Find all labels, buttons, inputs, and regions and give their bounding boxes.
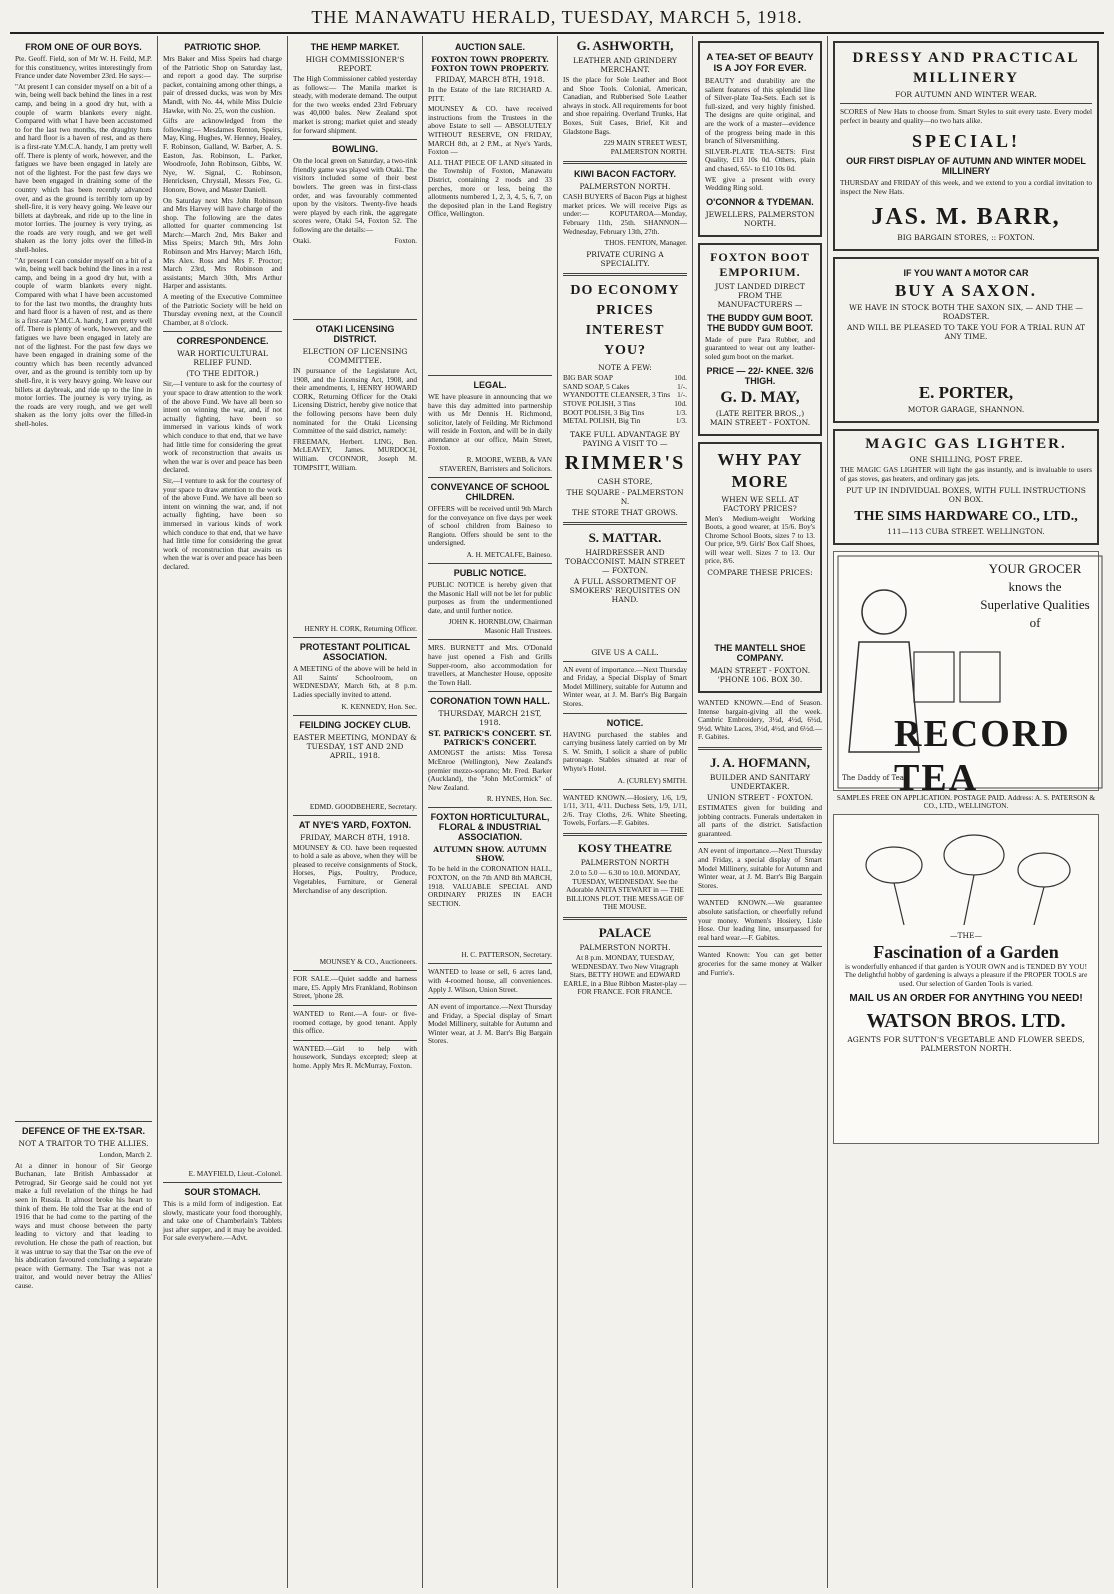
notice-signature: R. MOORE, WEBB, & VAN STAVEREN, Barristers and Solicitors. (439, 455, 552, 474)
garden-title: Fascination of a Garden (873, 941, 1059, 962)
garden-cta: MAIL US AN ORDER FOR ANYTHING YOU NEED! (849, 992, 1083, 1004)
subheadline: FRIDAY, MARCH 8TH, 1918. (300, 832, 410, 842)
advert-text: IS the place for Sole Leather and Boot and Shoe Tools. Colonial, American, Canadian, and Rubberised Sole Leather always in stock. All requirements for boot and shoe repairing. Overland Trunks, Hat Boxes, Suit Cases, Brief, Kit and Gladstone Bags. (563, 75, 687, 136)
classified-ad: WANTED to lease or sell, 6 acres land, with 4-roomed house, all conveniences. Apply J. Wilson, Union Street. (428, 967, 552, 994)
price-item-value: 1/3. (675, 407, 687, 417)
headline-public-notice: PUBLIC NOTICE. (453, 568, 527, 579)
score-header: Otaki. Foxton. (293, 235, 417, 245)
advert-text: BEAUTY and durability are the salient features of this splendid line of Silver-plate Tea-Sets. Each set is full-sized, and very highly finished. The designs are quite original, and are the work of a master—evidence of the progress being made in this branch of Silversmithing. (705, 76, 815, 146)
flower-icon (944, 835, 1004, 875)
notice-signature: H. C. PATTERSON, Secretary. (461, 950, 552, 960)
subheadline: FRIDAY, MARCH 8TH, 1918. (435, 75, 545, 84)
subheadline: TAKE FULL ADVANTAGE BY PAYING A VISIT TO — (570, 429, 680, 448)
tea-set-title: A TEA-SET OF BEAUTY IS A JOY FOR EVER. (706, 52, 814, 74)
article-text: At a dinner in honour of Sir George Buchanan, late British Ambassador at Petrograd, Sir George said he could not yet make a full revelation of the things he had seen in Russia. It almost broke his heart to think of them. He told the Tsar at the end of 1916 that he had come to the parting of the ways and must choose between the party leading to victory and that leading to revolution. He chose the path of reaction, but it was untrue to say that the Tsar on the eve of his abdication favoured concluding a separate peace with Germany. The Tsar was not a traitor, and would never betray the Allies' cause. (15, 1160, 152, 1290)
masthead-rule (10, 32, 1104, 34)
flower-illustration (834, 815, 1104, 925)
subheadline: PRIVATE CURING A SPECIALITY. (586, 250, 664, 269)
headline-protestant-association: PROTESTANT POLITICAL ASSOCIATION. (299, 642, 411, 663)
price-item-name: STOVE POLISH, 3 Tins (563, 398, 636, 408)
garden-pre-title: —THE— (949, 930, 983, 940)
theatre-programme: At 8 p.m. MONDAY, TUESDAY, WEDNESDAY. Two New Vitagraph Stars, BETTY HOWE and EDWARD EARLE, in a Blue Ribbon Master-play — FOR FRANCE. FOR FRANCE. (563, 952, 687, 997)
letter-text: Sir,—I venture to ask for the courtesy of your space to draw attention to the work of the above Fund. We have all been so intent on winning the war, and, if not actually fighting, have been so immersed in various kinds of work which conduce to that end, that we have had little time for considering the great work of reconstruction that awaits us when the war is over and peace has been declared. (163, 379, 282, 475)
headline-notice: NOTICE. (606, 717, 644, 728)
notice-text: In the Estate of the late RICHARD A. PITT. (428, 85, 552, 103)
column-5 (558, 36, 693, 1588)
gum-boot-price: PRICE — 22/- KNEE. 32/6 THIGH. (706, 365, 814, 386)
flower-icon (866, 847, 922, 883)
subheadline: PALMERSTON NORTH. (579, 942, 671, 952)
classified-ad: FOR SALE.—Quiet saddle and harness mare, £5. Apply Mrs Frankland, Robinson Street, 'phone 28. (293, 974, 417, 1001)
notice-text: HAVING purchased the stables and carrying business lately carried on by Mr S. W. Smith, I solicit a share of public patronage. Stables situated at rear of Whyte's Hotel. (563, 729, 687, 774)
headline-auction-sale: AUCTION SALE. (454, 42, 525, 52)
subheadline: WE HAVE IN STOCK BOTH THE SAXON SIX, — AND THE — ROADSTER. (849, 303, 1083, 322)
headline-sour-stomach: SOUR STOMACH. (184, 1186, 261, 1197)
notice-text: PUBLIC NOTICE is hereby given that the Masonic Hall will not be let for public purposes as from the undermentioned date, and until further notice. (428, 580, 552, 615)
headline-from-our-boys: FROM ONE OF OUR BOYS. (25, 42, 142, 52)
subheadline: THE SQUARE - PALMERSTON N. (566, 487, 684, 506)
advert-address: 229 MAIN STREET WEST, PALMERSTON NORTH. (603, 138, 687, 157)
price-item-name: BIG BAR SOAP (563, 373, 613, 383)
advert-text: This is a mild form of indigestion. Eat slowly, masticate your food thoroughly, and take one of Chamberlain's Tablets just after supper, and it may be avoided. For sale everywhere.—Advt. (163, 1198, 282, 1243)
notice-text: ALL THAT PIECE OF LAND situated in the Township of Foxton, Manawatu District, containing 2 roods and 33 perches, more or less, being the allotments numbered 1, 2, 3, 4, 5, 6, 7, on the deposited plan in the Land Registry Office, Wellington. (428, 157, 552, 219)
subheadline: MAIN STREET - FOXTON. 'PHONE 106. BOX 30. (709, 666, 811, 685)
watson-bros-title: WATSON BROS. LTD. (866, 1009, 1066, 1032)
advert-text: Men's Medium-weight Working Boots, a good wearer, at 15/6. Boy's Chrome School Boots, sizes 7 to 13. Our price, 9/9. Girls' Box Calf Shoes, will wear well. Sizes 7 to 13. Our price, 8/6. (705, 513, 815, 566)
newspaper-columns (10, 36, 1104, 1588)
garden-advert (833, 814, 1099, 1144)
subheadline: JUST LANDED DIRECT FROM THE MANUFACTURERS — (715, 281, 805, 309)
palace-title: PALACE (598, 924, 652, 940)
subheadline: HIGH COMMISSIONER'S REPORT. (305, 55, 405, 73)
headline-coronation-hall: CORONATION TOWN HALL. (430, 696, 550, 707)
classified-ad: Wanted Known: You can get better groceries for the same money at Walker and Furrie's. (698, 950, 822, 977)
subheadline: FOR AUTUMN AND WINTER WEAR. (895, 90, 1037, 99)
advert-signature: THOS. FENTON, Manager. (604, 238, 687, 248)
classified-ad: WANTED to Rent.—A four- or five-roomed cottage, by good tenant. Apply this office. (293, 1008, 417, 1036)
notice-signature: A. H. METCALFE, Baineso. (466, 550, 552, 560)
headline-defence-ex-tsar: DEFENCE OF THE EX-TSAR. (21, 1125, 145, 1136)
headline-conveyance: CONVEYANCE OF SCHOOL CHILDREN. (430, 482, 550, 503)
article-text: Gifts are acknowledged from the following:— Mesdames Renton, Speirs, May, King, Hughes, W. Henney, Healey, F. Robinson, Galland, W. Barber, A. S. Easton, Jas. Robinson, L. Parker, Woodroofe, John Robinson, Gibbs, W. Nye, W. Signal, C. Robinson, Henricksen, Chrystall, Messrs Fee, G. Honore, Bowe, and Master Daniell. (163, 116, 282, 194)
column-7 (828, 36, 1104, 1588)
masthead: THE MANAWATU HERALD, TUESDAY, MARCH 5, 1918. (311, 6, 803, 27)
notice-signature: JOHN K. HORNBLOW, Chairman Masonic Hall Trustees. (448, 617, 552, 636)
special-subtitle: OUR FIRST DISPLAY OF AUTUMN AND WINTER MODEL MILLINERY (846, 156, 1086, 177)
subheadline: BIG BARGAIN STORES, :: FOXTON. (897, 233, 1035, 243)
headline-nyes-yard: AT NYE'S YARD, FOXTON. (298, 819, 412, 830)
notice-text: MOUNSEY & CO. have received instructions from the Trustees in the above Estate to sell — ABSOLUTELY WITHOUT RESERVE, ON FRIDAY, MARCH 8th, at 2 P.M., at Nye's Yards, Foxton — (428, 104, 552, 157)
notice-text: MOUNSEY & CO. have been requested to hold a sale as above, when they will be pleased to receive consignments of Stock, Horses, Pigs, Poultry, Produce, Vegetables, Furniture, or General Merchandise of any description. (293, 842, 417, 895)
article-text: Pte. Geoff. Field, son of Mr W. H. Feild, M.P. for this constituency, writes interestingly from France under date November 23rd. He says:— (15, 54, 152, 81)
subheadline: ONE SHILLING, POST FREE. (909, 455, 1023, 465)
record-tea-footer: SAMPLES FREE ON APPLICATION. POSTAGE PAID. Address: A. S. PATERSON & CO., LTD., WELLINGTON. (836, 792, 1096, 811)
subheadline: BUILDER AND SANITARY UNDERTAKER. (709, 773, 811, 792)
price-item-name: WYANDOTTE CLEANSER, 3 Tins (563, 390, 671, 400)
gas-lighter-title: MAGIC GAS LIGHTER. (865, 436, 1067, 453)
article-text: Mrs Baker and Miss Speirs had charge of the Patriotic Shop on Saturday last, and report a good day. The surprise packet, containing among other things, a pair of dressed ducks, was won by Mrs Mandl, with No. 44, while Miss Dulcie Hawke, with No. 25, won the cushion. (163, 54, 282, 115)
headline-bowling: BOWLING. (332, 144, 378, 155)
subheadline: PALMERSTON NORTH. (579, 182, 671, 192)
saxon-advert (833, 257, 1099, 423)
record-tea-advert (833, 551, 1099, 799)
notice-text: To be held in the CORONATION HALL, FOXTON, on the 7th AND 8th MARCH, 1918. VALUABLE SPECIAL AND ORDINARY PRIZES IN EACH SECTION. (428, 864, 552, 908)
economy-prices-title: DO ECONOMY PRICES INTEREST YOU? (570, 283, 680, 359)
price-item-value: 10d. (674, 398, 687, 408)
article-text: A meeting of the Executive Committee of the Patriotic Society will be held on Thursday evening next, at the Council Chamber, at 8 o'clock. (163, 292, 282, 327)
notice-signature: HENRY H. CORK, Returning Officer. (304, 624, 417, 634)
subheadline: AGENTS FOR SUTTON'S VEGETABLE AND FLOWER SEEDS, PALMERSTON NORTH. (847, 1034, 1085, 1053)
notice-signature: R. HYNES, Hon. Sec. (486, 794, 552, 804)
theatre-programme: 2.0 to 5.0 — 6.30 to 10.0. MONDAY, TUESDAY, WEDNESDAY. See the Adorable ANITA STEWART in — THE BILLIONS PLOT. THE MESSAGE OF THE MOUSE. (566, 868, 684, 912)
price-item-value: 1/3. (675, 416, 687, 426)
boot-emporium-advert (698, 243, 822, 436)
special-title: SPECIAL! (911, 131, 1020, 152)
flower-icon (1018, 853, 1070, 887)
price-item-name: SAND SOAP, 5 Cakes (563, 381, 630, 391)
headline-patriotic-shop: PATRIOTIC SHOP. (184, 42, 261, 52)
classified-ad: AN event of importance.—Next Thursday and Friday, a Special display of Smart Model Millinery, suitable for Autumn and Winter wear, at J. M. Barr's Big Bargain Stores. (428, 1002, 552, 1046)
notice-signature: K. KENNEDY, Hon. Sec. (341, 701, 417, 711)
subheadline: AND WILL BE PLEASED TO TAKE YOU FOR A TRIAL RUN AT ANY TIME. (846, 323, 1085, 342)
saxon-pre-title: IF YOU WANT A MOTOR CAR (903, 268, 1029, 279)
tea-packet-icon (960, 652, 1000, 702)
subheadline: NOT A TRAITOR TO THE ALLIES. (18, 1138, 149, 1148)
ashworth-title: G. ASHWORTH, (576, 38, 674, 53)
advert-text: CASH BUYERS of Bacon Pigs at highest market prices. We will receive Pigs as under:— KOPUTAROA—Monday, February 11th, 25th. SHANNON—Wednesday, February 13th, 27th. (563, 192, 687, 236)
advert-text: SILVER-PLATE TEA-SETS: First Quality, £13 10s 0d. Others, plain and chased, 65/- to £10 10s 0d. (705, 146, 815, 173)
nominee-names: FREEMAN, Herbert. LING, Ben. McLEAVEY, James. MURDOCH, William. O'CONNOR, Joseph M. TOMPSITT, William. (293, 436, 417, 472)
article-text: "At present I can consider myself on a bit of a win, being well back behind the lines in a rest camp, and being in a good dry hut, with a couple of warm blankets every night. Compared with what I have been accustomed to for the last two months, the draughty huts and hard floor is a haven of rest, and as there is a first-rate Y.M.C.A. handy, I am pretty well off. There is plenty of work, however, and the fatigues we have been engaged in lately are not of the lightest. For the past few days we have been engaged in draining some of the country which has been recently advanced over, and as the ground is terribly torn up by shell-fire, it is very heavy going. We leave our billets at daybreak, and ride up to the line in motor lorries. The journey is very trying, as the roads are very rough, and we get well shaken as the lorry jolts over the filled-in shell-holes. (15, 81, 152, 255)
subheadline: HAIRDRESSER AND TOBACCONIST. MAIN STREET — FOXTON. (565, 547, 685, 575)
tea-caption: The Daddy of Teas. (842, 773, 910, 782)
porter-title: E. PORTER, (918, 383, 1014, 403)
subheadline: MOTOR GARAGE, SHANNON. (907, 405, 1025, 415)
why-pay-more-title: WHY PAY MORE (717, 449, 803, 491)
jas-barr-title: JAS. M. BARR, (871, 204, 1061, 231)
advert-text: WE give a present with every Wedding Ring sold. (705, 174, 815, 193)
advert-text: THURSDAY and FRIDAY of this week, and we extend to you a cordial invitation to inspect the New Hats. (840, 178, 1092, 196)
magic-gas-lighter-advert (833, 429, 1099, 544)
subheadline: NOTE A FEW: (598, 363, 652, 373)
subheadline: EASTER MEETING, MONDAY & TUESDAY, 1ST AND 2ND APRIL, 1918. (293, 732, 417, 760)
notice-text: OFFERS will be received until 9th March for the conveyance on five days per week of school children from Baineso to Rangiotu. Offers should be sent to the undersigned. (428, 504, 552, 548)
advert-text: SCORES of New Hats to choose from. Smart Styles to suit every taste. Every model perfect in beauty and quality—no two hats alike. (840, 107, 1092, 125)
classified-ad: AN event of importance.—Next Thursday and Friday, a special display of Smart Model Millinery, suitable for Autumn and Winter wear, at J. M. Barr's Big Bargain Stores. (698, 846, 822, 890)
millinery-title: DRESSY AND PRACTICAL MILLINERY (852, 50, 1080, 86)
subheadline: COMPARE THESE PRICES: (707, 568, 813, 578)
tea-set-advert (698, 41, 822, 237)
notice-signature: EDMD. GOODBEHERE, Secretary. (309, 801, 417, 811)
column-6 (693, 36, 828, 1588)
subheadline: (TO THE EDITOR.) (186, 369, 259, 379)
saxon-title: BUY A SAXON. (895, 281, 1037, 301)
boot-emporium-title: FOXTON BOOT EMPORIUM. (710, 249, 810, 279)
rimmers-title: RIMMER'S (564, 451, 686, 474)
grocer-figure-icon (862, 590, 906, 634)
article-text: The High Commissioner cabled yesterday as follows:— The Manila market is steady, with moderate demand. The output for the two weeks ended 23rd February was 40,000 bales. New Zealand spot market is strong; market quiet and steady for forward shipment. (293, 74, 418, 135)
notice-text: AMONGST the artists: Miss Teresa McEnroe (Wellington), New Zealand's premier mezzo-soprano; Mr. Fred. Barker (Auckland), the "John McCormick" of New Zealand. (428, 748, 552, 792)
subheadline: WHEN WE SELL AT FACTORY PRICES? (721, 494, 799, 513)
letter-text-continued: Sir,—I venture to ask for the courtesy of your space to draw attention to the work of the above Fund. We have all been so intent on winning the war, and, if not actually fighting, have been so immersed in various kinds of work which conduce to that end, that we have had little time for considering the great work of reconstruction that awaits us when the war is over and peace has been declared. (163, 476, 282, 571)
record-tea-brand: RECORD TEA (894, 712, 1071, 799)
gum-boot-title: THE BUDDY GUM BOOT. THE BUDDY GUM BOOT. (707, 312, 813, 333)
classified-ad: WANTED KNOWN.—Hosiery, 1/6, 1/9, 1/11, 3/11, 4/11. Duchess Sets, 1/9, 1/11, 2/6. Tray Cloths, 2/6. White Sheeting, Towels, Forfars.—F. Gabites. (563, 792, 687, 828)
kosy-theatre-title: KOSY THEATRE (577, 841, 673, 855)
letter-signature: E. MAYFIELD, Lieut.-Colonel. (188, 1168, 282, 1178)
advert-text: is wonderfully enhanced if that garden is YOUR OWN and is TENDED BY YOU! The delightful hobby of gardening is always a pleasure if the PROPER TOOLS are used. Our selection of Garden Tools is varied. (844, 961, 1088, 988)
hofmann-title: J. A. HOFMANN, (709, 755, 811, 771)
subheadline: PUT UP IN INDIVIDUAL BOXES, WITH FULL INSTRUCTIONS ON BOX. (846, 485, 1086, 504)
tea-grocer-text: YOUR GROCER knows the Superlative Qualities of (980, 560, 1090, 630)
article-text: On Saturday next Mrs John Robinson and Mrs Harvey will have charge of the shop. The following are the dates allotted for quarter commencing 1st March:—March 2nd, Mrs Baker and Miss Speirs; March 9th, Mrs John Robinson and Mrs Harvey; March 16th, Mrs Alex. Ross and Mrs F. Proctor; March 23rd, Mrs Robinson and assistants; March 30th, Mrs Arthur Harper and assistants. (163, 195, 282, 291)
subheadline: WAR HORTICULTURAL RELIEF FUND. (177, 349, 268, 368)
subheadline: (LATE REITER BROS.,) MAIN STREET - FOXTON. (709, 408, 811, 427)
subheadline: CASH STORE, (597, 476, 653, 486)
subheadline: THE STORE THAT GROWS. (572, 507, 678, 517)
column-3 (288, 36, 423, 1588)
notice-text: IN pursuance of the Legislature Act, 1908, and the Licensing Act, 1908, and their amendments, I, HENRY HOWARD CORK, Returning Officer for the Otaki Licensing District, hereby give notice that the following persons have been duly nominated for the Otaki Licensing Committee of the said district, namely: (293, 366, 417, 436)
notice-signature: A. (CURLEY) SMITH. (617, 775, 687, 785)
notice-signature: MOUNSEY & CO., Auctioneers. (319, 957, 417, 967)
sims-hardware-title: THE SIMS HARDWARE CO., LTD., (854, 508, 1078, 524)
article-text-continued: "At present I can consider myself on a bit of a win, being well back behind the lines in a rest camp, and being in a good dry hut, with a couple of warm blankets every night. Compared with what I have been accustomed to for the last two months, the draughty huts and hard floor is a haven of rest, and as there is a first-rate Y.M.C.A. handy, I am pretty well off. There is plenty of work, however, and the fatigues we have been engaged in lately are not of the lightest. For the past few days we have been engaged in draining some of the country which has been recently advanced over, and as the ground is terribly torn up by shell-fire, it is very heavy going. We leave our billets at daybreak, and ride up to the line in motor lorries. The journey is very trying, as the roads are very rough, and we get well shaken as the lorry jolts over the filled-in shell-holes. (15, 256, 152, 428)
classified-ad: WANTED KNOWN.—End of Season. Intense bargain-giving all the week. Cambric Embroidery, 3½d, 4½d, 6½d, 9½d. White Laces, 3½d, 4½d, and 6½d.—F. Gabites. (698, 698, 822, 742)
subheadline: A FULL ASSORTMENT OF SMOKERS' REQUISITES ON HAND. (569, 576, 681, 604)
classified-ad: AN event of importance.—Next Thursday and Friday, a Special Display of Smart Model Millinery, suitable for Autumn and Winter wear, at J. M. Barr's Big Bargain Stores. (563, 664, 687, 709)
subheadline: AUTUMN SHOW. AUTUMN SHOW. (433, 845, 547, 864)
advert-signature: O'CONNOR & TYDEMAN. (706, 196, 814, 207)
gd-may-title: G. D. MAY, (720, 388, 800, 406)
millinery-advert (833, 41, 1099, 251)
price-list-item (563, 417, 687, 426)
column-4 (423, 36, 558, 1588)
subheadline: LEATHER AND GRINDERY MERCHANT. (573, 56, 677, 74)
price-item-name: BOOT POLISH, 3 Big Tins (563, 407, 645, 417)
subheadline: UNION STREET - FOXTON. (706, 793, 814, 803)
subheadline: GIVE US A CALL. (591, 647, 659, 657)
classified-ad: MRS. BURNETT and Mrs. O'Donald have just opened a Fish and Grills Supper-room, also accommodation for travellers, at Manchester House, opposite the Town Hall. (428, 643, 552, 687)
subheadline: ELECTION OF LICENSING COMMITTEE. (302, 347, 408, 366)
price-item-value: 10d. (674, 373, 687, 383)
mantell-shoe-title: THE MANTELL SHOE COMPANY. (714, 643, 806, 664)
advert-text: ESTIMATES given for building and jobbing contracts. Funerals undertaken in all parts of the district. Satisfaction guaranteed. (698, 803, 822, 838)
notice-text: A MEETING of the above will be held in All Saints' Schoolroom, on WEDNESDAY, March 6th, at 8 p.m. Ladies specially invited to attend. (293, 664, 417, 699)
headline-hemp-market: THE HEMP MARKET. (310, 42, 400, 52)
column-2 (158, 36, 288, 1588)
subheadline: FOXTON TOWN PROPERTY. FOXTON TOWN PROPERTY. (431, 55, 549, 73)
classified-ad: WANTED KNOWN.—We guarantee absolute satisfaction, or cheerfully refund your money. Women's Hosiery, Lisle Hose. Our leading line, unsurpassed for real hard wear.—F. Gabites. (698, 898, 822, 942)
headline-otaki-licensing: OTAKI LICENSING DISTRICT. (315, 324, 395, 345)
notice-text: WE have pleasure in announcing that we have this day admitted into partnership with us Mr Dennis H. Richmond, solicitor, lately of Feilding. Mr Richmond will reside in Foxton, and will be in daily attendance at our office, Main Street, Foxton. (428, 391, 552, 453)
headline-legal: LEGAL. (473, 379, 507, 390)
classified-ad: WANTED.—Girl to help with housework, Sundays excepted; sleep at home. Apply Mrs R. McMurray, Foxton. (293, 1043, 417, 1070)
tea-packet-icon (914, 652, 954, 702)
price-item-value: 1/-. (677, 390, 687, 400)
subheadline: JEWELLERS, PALMERSTON NORTH. (705, 209, 815, 228)
article-text: On the local green on Saturday, a two-rink friendly game was played with Otaki. The visitors included some of their best bowlers. The green was in first-class order, and was favourably commented upon by the visitors. Twenty-five heads were played by each rink, the aggregate scores were, Otaki 54, Foxton 52. The following are the details:— (293, 156, 417, 234)
price-list (563, 374, 687, 426)
subheadline: PALMERSTON NORTH (580, 858, 670, 867)
headline-feilding-jockey-club: FEILDING JOCKEY CLUB. (299, 719, 411, 730)
price-item-value: 1/-. (677, 381, 687, 391)
mattar-title: S. MATTAR. (588, 529, 662, 545)
advert-text: Made of pure Para Rubber, and guaranteed to wear out any leather-soled gum boot on the market. (705, 334, 815, 361)
subheadline: 111—113 CUBA STREET. WELLINGTON. (887, 526, 1045, 536)
advert-text: THE MAGIC GAS LIGHTER will light the gas instantly, and is invaluable to users of gas stoves, gas heaters, and ordinary gas jets. (840, 465, 1092, 483)
price-item-name: METAL POLISH, Big Tin (563, 416, 641, 426)
headline-horticultural: FOXTON HORTICULTURAL, FLORAL & INDUSTRIAL ASSOCIATION. (430, 812, 550, 843)
dateline: London, March 2. (99, 1149, 152, 1159)
why-pay-more-advert (698, 442, 822, 694)
subheadline: ST. PATRICK'S CONCERT. ST. PATRICK'S CONCERT. (428, 729, 552, 748)
column-1 (10, 36, 158, 1588)
subheadline: THURSDAY, MARCH 21ST, 1918. (438, 709, 542, 728)
headline-kiwi-bacon: KIWI BACON FACTORY. (573, 169, 676, 180)
headline-correspondence: CORRESPONDENCE. (176, 336, 269, 347)
